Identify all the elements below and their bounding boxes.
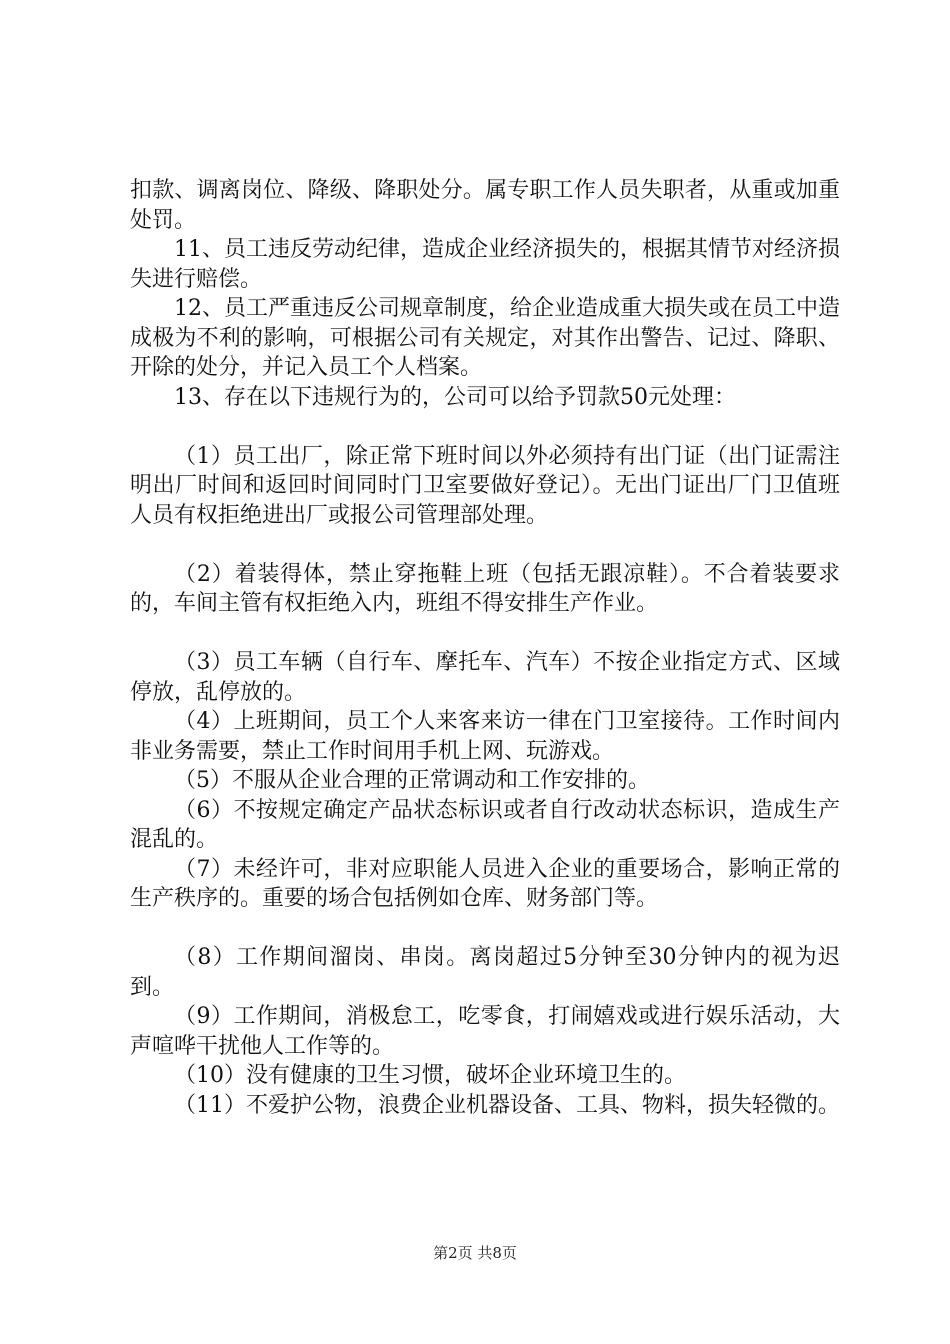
paragraph-subitem-2: （2）着装得体，禁止穿拖鞋上班（包括无跟凉鞋）。不合着装要求的，车间主管有权拒绝入内，班组不得安排生产作业。 xyxy=(130,561,840,616)
document-body xyxy=(130,176,840,1120)
paragraph-subitem-5: （5）不服从企业合理的正常调动和工作安排的。 xyxy=(174,768,650,793)
paragraph-subitem-9: （9）工作期间，消极怠工，吃零食，打闹嬉戏或进行娱乐活动，大声喧哗干扰他人工作等的。 xyxy=(130,1004,840,1059)
paragraph-continuation: 扣款、调离岗位、降级、降职处分。属专职工作人员失职者，从重或加重处罚。 xyxy=(130,178,840,233)
paragraph-subitem-4: （4）上班期间，员工个人来客来访一律在门卫室接待。工作时间内非业务需要，禁止工作时间用手机上网、玩游戏。 xyxy=(130,709,840,764)
paragraph-subitem-1: （1）员工出厂，除正常下班时间以外必须持有出门证（出门证需注明出厂时间和返回时间同时门卫室要做好登记）。无出门证出厂门卫值班人员有权拒绝进出厂或报公司管理部处理。 xyxy=(130,443,840,528)
paragraph-subitem-6: （6）不按规定确定产品状态标识或者自行改动状态标识，造成生产混乱的。 xyxy=(130,797,840,852)
paragraph-subitem-10: （10）没有健康的卫生习惯，破坏企业环境卫生的。 xyxy=(174,1063,686,1088)
paragraph-subitem-11: （11）不爱护公物，浪费企业机器设备、工具、物料，损失轻微的。 xyxy=(174,1092,840,1118)
paragraph-subitem-7: （7）未经许可，非对应职能人员进入企业的重要场合，影响正常的生产秩序的。重要的场合包括例如仓库、财务部门等。 xyxy=(130,856,840,911)
paragraph-item-13: 13、存在以下违规行为的，公司可以给予罚款50元处理： xyxy=(174,384,736,410)
paragraph-item-12: 12、员工严重违反公司规章制度，给企业造成重大损失或在员工中造成极为不利的影响，可根据公司有关规定，对其作出警告、记过、降职、开除的处分，并记入员工个人档案。 xyxy=(130,296,840,380)
paragraph-subitem-3: （3）员工车辆（自行车、摩托车、汽车）不按企业指定方式、区域停放，乱停放的。 xyxy=(130,650,840,705)
paragraph-subitem-8: （8）工作期间溜岗、串岗。离岗超过5分钟至30分钟内的视为迟到。 xyxy=(130,945,840,1000)
paragraph-item-11: 11、员工违反劳动纪律，造成企业经济损失的，根据其情节对经济损失进行赔偿。 xyxy=(130,237,840,292)
page-footer: 第2页 共8页 xyxy=(433,1244,517,1262)
